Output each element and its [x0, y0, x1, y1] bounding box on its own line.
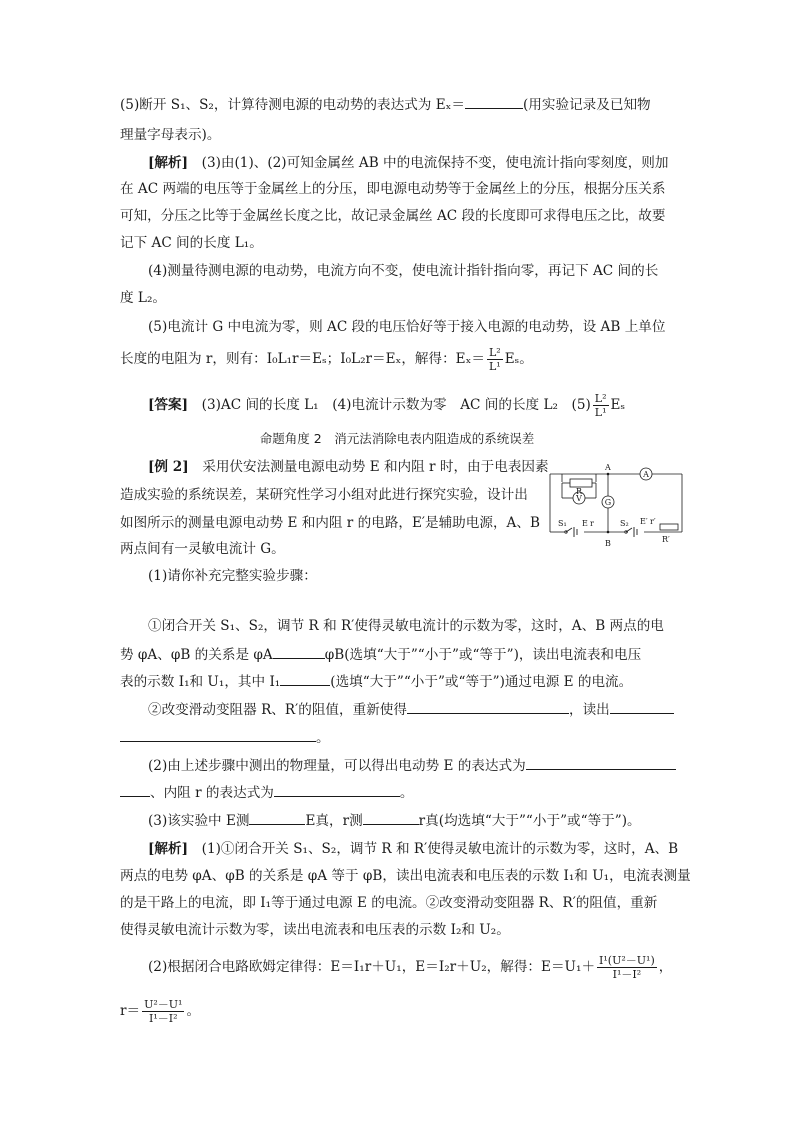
text-line: 表的示数 I₁和 U₁，其中 I₁ (选填“大于”“小于”或“等于”)通过电源 E 的电流。 [120, 674, 633, 690]
voltmeter-label: V [576, 494, 582, 503]
text-line: (3)该实验中 E测 E真，r测 r真(均选填“大于”“小于”或“等于”)。 [148, 813, 641, 829]
answer-line: [答案] (3)AC 间的长度 L₁ (4)电流计示数为零 AC 间的长度 L₂ (5) $\frac{\text{L²}}{\text{L¹}}$ Eₛ [148, 392, 626, 419]
text-line: ②改变滑动变阻器 R、R′的阻值，重新使得 ，读出 [148, 701, 680, 719]
text-line: 长度的电阻为 r，则有：I₀L₁r＝Eₛ；I₀L₂r＝Eₓ，解得：Eₓ＝ $\frac{\text{L²}}{\text{L¹}}$ Eₛ。 [120, 346, 533, 373]
text-line: 两点间有一灵敏电流计 G。 [120, 541, 285, 557]
text-line: (4)测量待测电源的电动势，电流方向不变，使电流计指针指向零，再记下 AC 间的长 [148, 263, 659, 279]
source-label-e: E [582, 519, 588, 528]
text-line: ①闭合开关 S₁、S₂，调节 R 和 R′使得灵敏电流计的示数为零，这时，A、B 两点的电 [148, 618, 664, 634]
ammeter-label: A [643, 470, 649, 479]
text-line: 的是干路上的电流，即 I₁等于通过电源 E 的电流。②改变滑动变阻器 R、R′的阻值，重新 [120, 895, 658, 911]
source-label-ep: E′ [640, 517, 648, 526]
text-line: 如图所示的测量电源电动势 E 和内阻 r 的电路，E′是辅助电源，A、B [120, 515, 540, 531]
fraction: $\frac{\text{L²}}{\text{L¹}}$ [488, 346, 501, 373]
analysis-line: [解析] (3)由(1)、(2)可知金属丝 AB 中的电流保持不变，使电流计指向零刻度，则加 [148, 155, 669, 171]
resistor-label-rp: R′ [662, 535, 670, 544]
text-line: 势 φA、φB 的关系是 φA φB(选填“大于”“小于”或“等于”)，读出电流表和电压 [120, 647, 642, 663]
example-line: [例 2] 采用伏安法测量电源电动势 E 和内阻 r 时，由于电表因素 [148, 459, 549, 475]
fraction: $\frac{\text{I¹(U²－U¹)}}{\text{I¹－I²}}$ [599, 954, 655, 981]
resistor-label: R [575, 487, 583, 496]
text-line: 。 [120, 729, 680, 747]
text-line: 可知，分压之比等于金属丝长度之比，故记录金属丝 AC 段的长度即可求得电压之比，故要 [120, 208, 666, 224]
text-line: r＝ $\frac{\text{U²－U¹}}{\text{I¹－I²}}$ 。 [120, 998, 201, 1025]
switch-label-s1: S₁ [558, 519, 567, 528]
text-line: (5)电流计 G 中电流为零，则 AC 段的电压恰好等于接入电源的电动势，设 AB 上单位 [148, 319, 666, 335]
text-line: 造成实验的系统误差，某研究性学习小组对此进行探究实验，设计出 [120, 487, 528, 503]
text-line: 理量字母表示)。 [120, 127, 221, 143]
switch-label-s2: S₂ [620, 519, 629, 528]
fraction: $\frac{\text{U²－U¹}}{\text{I¹－I²}}$ [144, 998, 183, 1025]
circuit-diagram [548, 462, 688, 558]
resistance-label-rp: r′ [650, 517, 656, 526]
node-label-b: B [605, 539, 611, 548]
section-heading: 命题角度 2 消元法消除电表内阻造成的系统误差 [259, 431, 535, 446]
text-line: (5)断开 S₁、S₂，计算待测电源的电动势的表达式为 Eₓ＝ (用实验记录及已知物 [120, 97, 651, 113]
text-line: (2)根据闭合电路欧姆定律得：E＝I₁r＋U₁，E＝I₂r＋U₂，解得：E＝U₁＋ $\frac{\text{I¹(U²－U¹)}}{\text{I¹－I²}}$ ， [148, 954, 673, 981]
resistance-label-r: r [590, 519, 594, 528]
text-line: (2)由上述步骤中测出的物理量，可以得出电动势 E 的表达式为 [148, 757, 680, 775]
analysis-line: [解析] (1)①闭合开关 S₁、S₂，调节 R 和 R′使得灵敏电流计的示数为零，这时，A、B [148, 841, 679, 857]
text-line: 、内阻 r 的表达式为 。 [120, 784, 680, 802]
fraction: $\frac{\text{L²}}{\text{L¹}}$ [594, 392, 607, 419]
text-line: 在 AC 两端的电压等于金属丝上的分压，即电源电动势等于金属丝上的分压，根据分压关系 [120, 181, 666, 197]
text-line: (1)请你补充完整实验步骤： [148, 568, 317, 584]
switch-icon [565, 528, 632, 533]
galvanometer-label: G [604, 498, 612, 507]
text-line: 度 L₂。 [120, 290, 166, 306]
text-line: 使得灵敏电流计示数为零，读出电流表和电压表的示数 I₂和 U₂。 [120, 922, 510, 938]
node-label-a: A [605, 463, 611, 472]
text-line: 两点的电势 φA、φB 的关系是 φA 等于 φB，读出电流表和电压表的示数 I₁和 U₁，电流表测量 [120, 868, 691, 884]
text-line: 记下 AC 间的长度 L₁。 [120, 235, 263, 251]
